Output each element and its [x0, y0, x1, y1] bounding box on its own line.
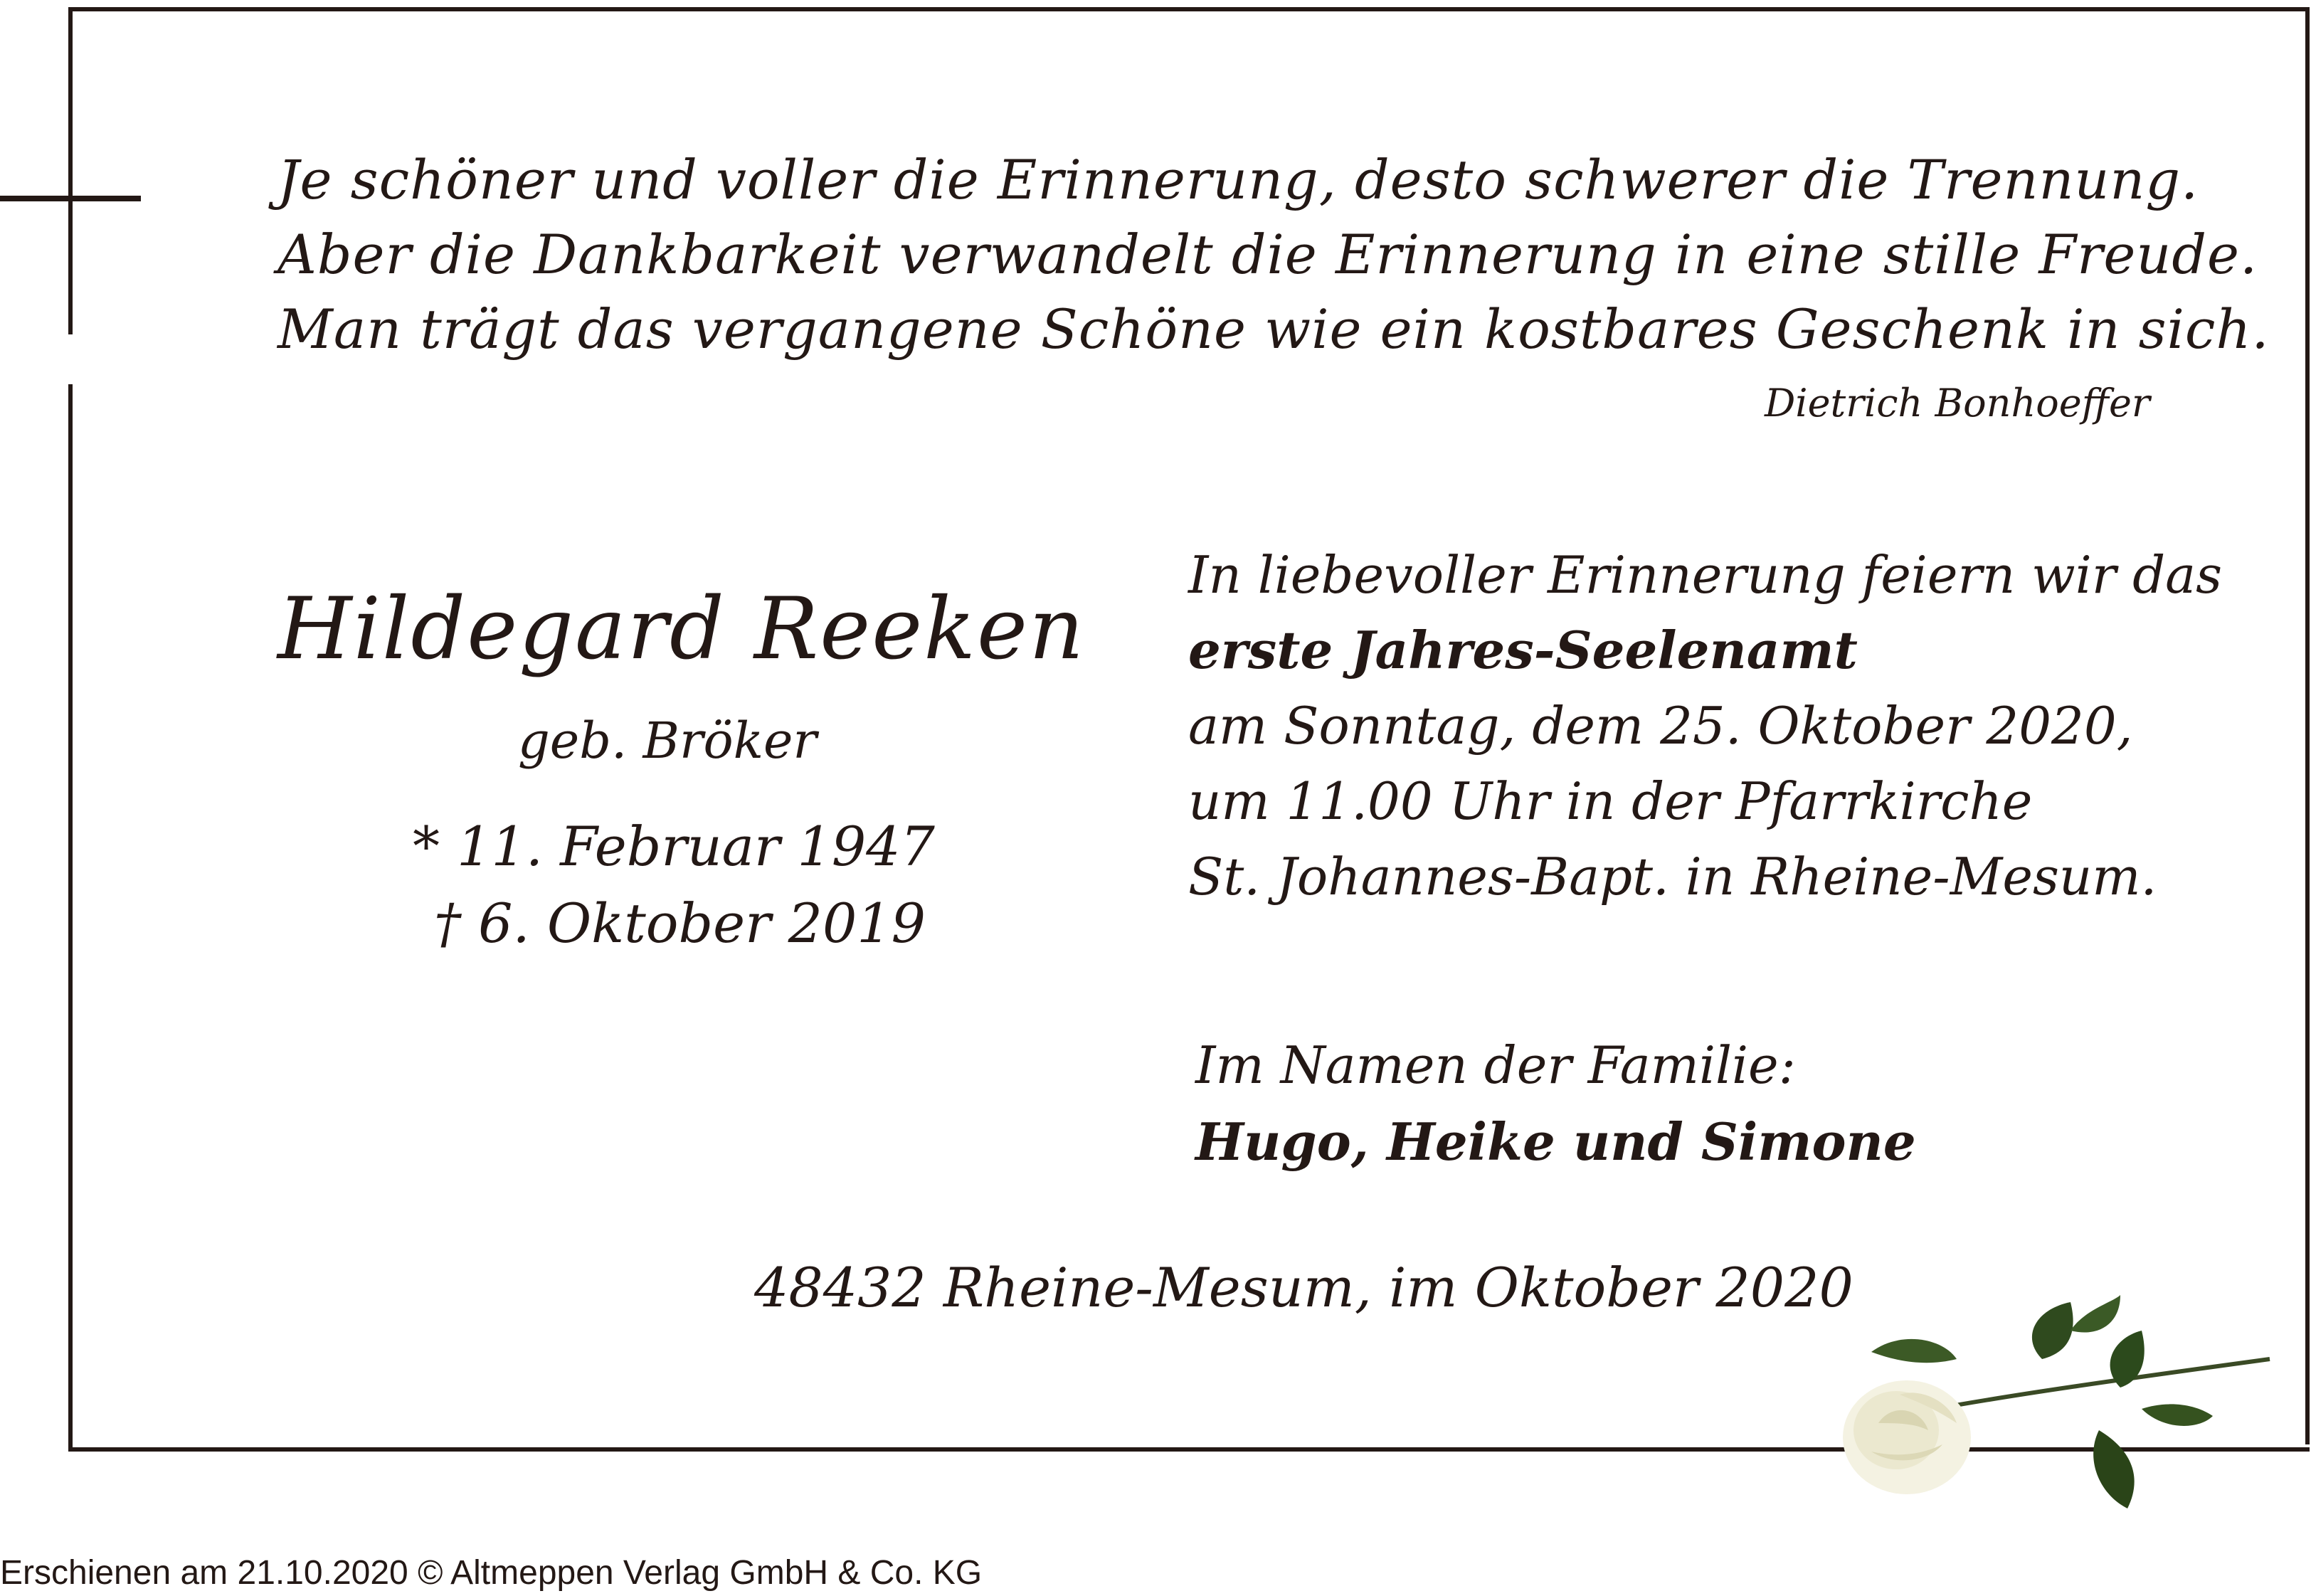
- quote-author: Dietrich Bonhoeffer: [1765, 381, 2150, 426]
- maiden-name: geb. Bröker: [518, 712, 817, 770]
- cross-gap: [65, 334, 75, 384]
- memorial-announcement: [1188, 537, 2222, 914]
- announcement-line: St. Johannes-Bapt. in Rheine-Mesum.: [1188, 847, 2157, 907]
- announcement-line: In liebevoller Erinnerung feiern wir das: [1188, 545, 2223, 605]
- frame-top-border: [68, 7, 2310, 11]
- birth-date: * 11. Februar 1947: [413, 815, 935, 878]
- family-names: Hugo, Heike und Simone: [1195, 1111, 1916, 1172]
- frame-left-border: [68, 7, 73, 1452]
- deceased-name: Hildegard Reeken: [277, 580, 1086, 679]
- white-rose-icon: [1829, 1288, 2284, 1516]
- cross-icon: [0, 196, 141, 201]
- quote-line: Aber die Dankbarkeit verwandelt die Erinnerung in eine stille Freude.: [277, 223, 2258, 286]
- publication-footer: Erschienen am 21.10.2020 © Altmeppen Verlag GmbH & Co. KG: [0, 1554, 983, 1592]
- quote-line: Man trägt das vergangene Schöne wie ein kostbares Geschenk in sich.: [277, 297, 2270, 361]
- announcement-event: erste Jahres-Seelenamt: [1188, 620, 1858, 680]
- place-date: 48432 Rheine-Mesum, im Oktober 2020: [754, 1256, 1853, 1319]
- announcement-line: um 11.00 Uhr in der Pfarrkirche: [1188, 771, 2033, 831]
- announcement-line: am Sonntag, dem 25. Oktober 2020,: [1188, 696, 2133, 756]
- death-date: † 6. Oktober 2019: [434, 892, 926, 955]
- bonhoeffer-quote: [277, 142, 2270, 366]
- frame-right-border: [2305, 7, 2310, 1444]
- family-intro: Im Namen der Familie:: [1195, 1035, 1796, 1095]
- quote-line: Je schöner und voller die Erinnerung, desto schwerer die Trennung.: [277, 148, 2199, 211]
